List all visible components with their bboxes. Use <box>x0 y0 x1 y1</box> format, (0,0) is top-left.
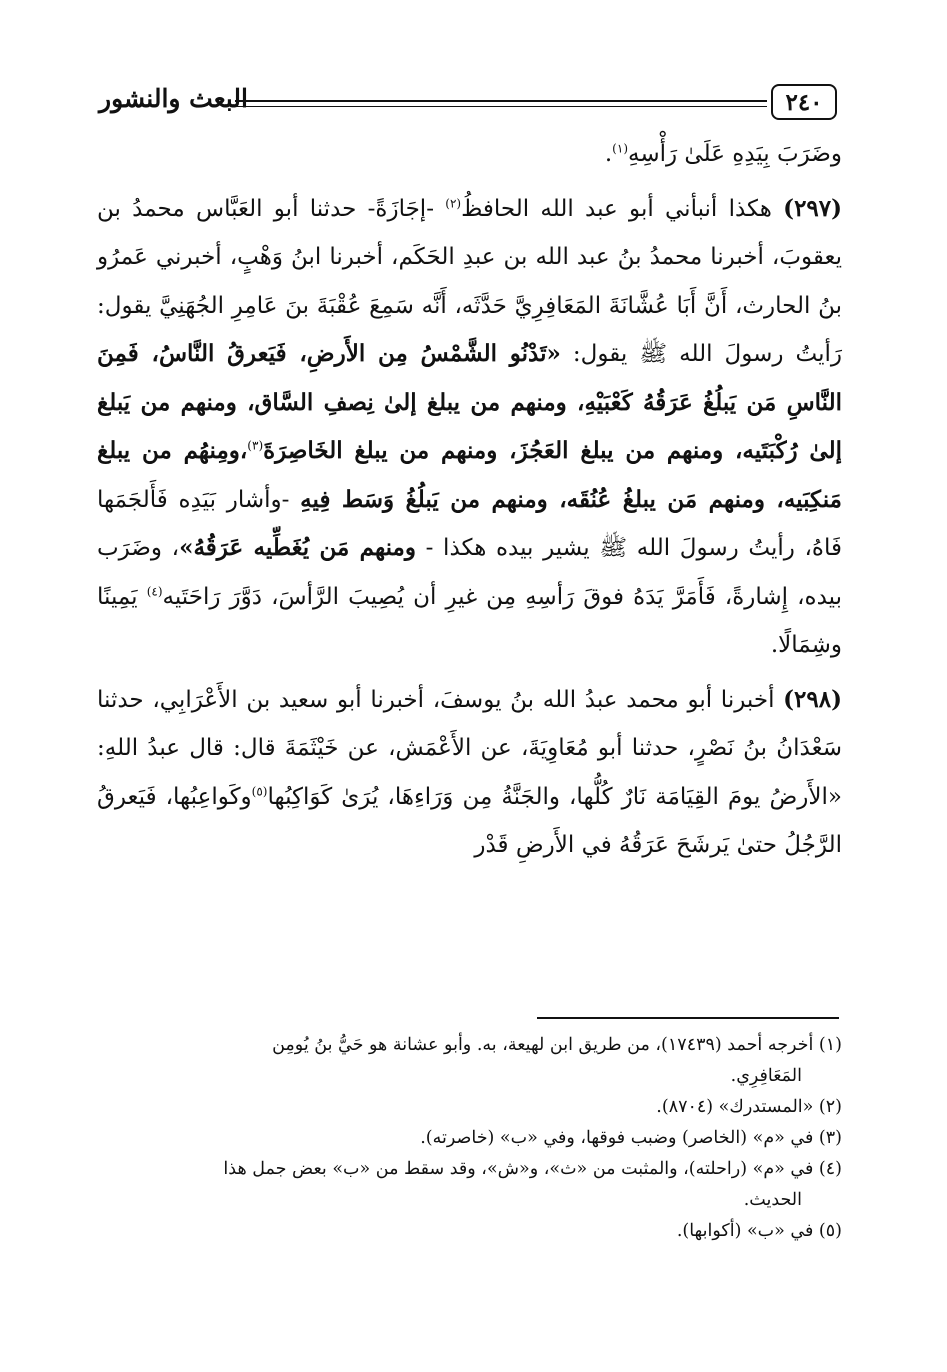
paragraph-298: (٢٩٨) أخبرنا أبو محمد عبدُ الله بنُ يوسفَ، أخبرنا أبو سعيد بن الأَعْرَابِي، حدثنا سَعْدَانُ بنُ نَصْرٍ، حدثنا أبو مُعَاوِيَةَ، عن الأَعْمَش، عن خَيْثَمَةَ قال: قال عبدُ اللهِ: «الأَرضُ يومَ القِيَامَة نَارٌ كُلُّها، والجَنَّةُ مِن وَرَاءِهَا، يُرَىٰ كَوَاكِبُها$^{(٥)}$وكَواعِبُها، فَيَعرقُ الرَّجُلُ حتىٰ يَرشَحَ عَرَقُهُ في الأَرضِ قَدْر <box>97 685 842 858</box>
footnote-ref[interactable]: (٣) <box>247 438 264 453</box>
footnote-4: (٤) في «م» (راحلته)، والمثبت من «ث»، و«ش»، وقد سقط من «ب» بعض جمل هذا الحديث. <box>223 1159 842 1210</box>
footnote-5: (٥) في «ب» (أكوابها). <box>676 1221 842 1241</box>
footnote-ref[interactable]: (١) <box>612 141 628 156</box>
footnotes <box>97 1030 842 1247</box>
page-number: ٢٤٠ <box>771 84 837 120</box>
hadith-text: «تَدْنُو الشَّمْسُ مِن الأَرضِ، فَيَعرقُ النَّاسُ، فَمِنَ النَّاسِ مَن يَبلُغُ عَرَقُهُ كَعْبَيْهِ، ومنهم من يبلغ إلىٰ نِصفِ السَّاق، ومنهم من يَبلغ إلىٰ رُكْبَتَيه، ومنهم من يبلغ العَجُزَ، ومنهم من يبلغ الخَاصِرَةَ <box>97 340 842 464</box>
header-rule <box>235 100 767 102</box>
hadith-text: ومنهم مَن يُغَطِّيه عَرَقُهُ» <box>179 534 416 561</box>
footnote-2: (٢) «المستدرك» (٨٧٠٤). <box>656 1097 842 1117</box>
main-text <box>97 130 842 870</box>
footnote-separator <box>537 1017 839 1019</box>
paragraph-297: (٢٩٧) هكذا أنبأني أبو عبد الله الحافظُ$^{(٢)}$ -إجَازَةً- حدثنا أبو العَبَّاس محمدُ بن يعقوبَ، أخبرنا محمدُ بنُ عبد الله بن عبدِ الحَكَم، أخبرنا ابنُ وَهْبٍ، أخبرني عَمرُو بنُ الحارث، أَنَّ أَبَا عُشَّانَةَ المَعَافِرِيَّ حَدَّثَه، أَنَّه سَمِعَ عُقْبَةَ بنَ عَامِرِ الجُهَنِيَّ يقول: رَأيتُ رسولَ الله ﷺ يقول: «تَدْنُو الشَّمْسُ مِن الأَرضِ، فَيَعرقُ النَّاسُ، فَمِنَ النَّاسِ مَن يَبلُغُ عَرَقُهُ كَعْبَيْهِ، ومنهم من يبلغ إلىٰ نِصفِ السَّاق، ومنهم من يَبلغ إلىٰ رُكْبَتَيه، ومنهم من يبلغ العَجُزَ، ومنهم من يبلغ الخَاصِرَةَ$^{(٣)}$،ومِنهُم من يبلغ مَنكِبَيه، ومنهم مَن يبلغُ عُنُقَه، ومنهم من يَبلُغُ وَسَط فِيهِ -وأشار بَيَدِه فَأَلجَمَها فَاهُ، رأيتُ رسولَ الله ﷺ يشير بيده هكذا - ومنهم مَن يُغَطِّيه عَرَقُهُ»، وضَرَب بيده، إِشارةً، فَأَمَرَّ يَدَهُ فوقَ رَأسِهِ مِن غيرِ أن يُصِيبَ الرَّأسَ، دَوَّرَ رَاحَتَيه$^{(٤)}$ يَمِينًا وشِمَالًا. <box>97 194 843 658</box>
footnote-ref[interactable]: (٥) <box>251 783 268 798</box>
footnote-1: (١) أخرجه أحمد (١٧٤٣٩)، من طريق ابن لهيعة، به. وأبو عشانة هو حَيُّ بنُ يُومِن المَعَافِرِي. <box>272 1035 842 1086</box>
footnote-3: (٣) في «م» (الخاصر) وضبب فوقها، وفي «ب» (خاصرته). <box>420 1128 842 1148</box>
header-rule-thin <box>235 106 767 107</box>
running-title: البعث والنشور <box>99 84 248 113</box>
hadith-number: (٢٩٧) <box>783 194 843 222</box>
hadith-text: ،ومِنهُم من يبلغ مَنكِبَيه، ومنهم مَن يبلغُ عُنُقَه، ومنهم من يَبلُغُ وَسَط فِيهِ <box>97 437 842 513</box>
running-header <box>95 78 845 128</box>
hadith-number: (٢٩٨) <box>783 685 842 713</box>
footnote-ref[interactable]: (٤) <box>146 583 163 598</box>
continuation-line: وضَرَبَ بِيَدِهِ عَلَىٰ رَأْسِهِ$^{(١)}$. <box>604 141 842 167</box>
footnote-ref[interactable]: (٢) <box>445 195 462 210</box>
narration-text: -وأشار بَيَدِه فَأَلجَمَها فَاهُ، رأيتُ رسولَ الله ﷺ يشير بيده هكذا - <box>97 486 842 561</box>
